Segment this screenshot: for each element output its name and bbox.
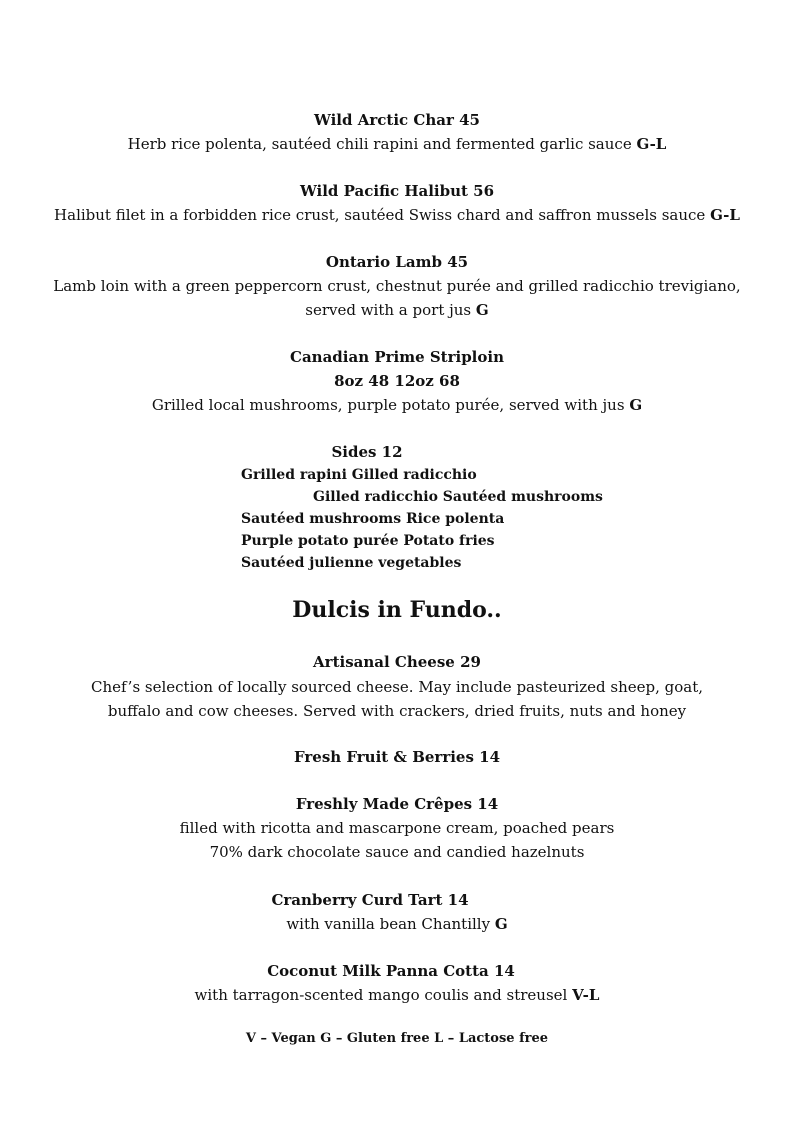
dessert-title-crepes: Freshly Made Crêpes 14: [295, 795, 499, 813]
dessert-desc-tart: [0, 914, 794, 934]
diet-code: G-L: [636, 135, 667, 153]
diet-code: G: [629, 396, 643, 414]
dish-desc-arctic-char: [0, 134, 794, 154]
dish-title-halibut: Wild Pacific Halibut 56: [299, 182, 495, 200]
dish-desc-text: served with a port jus: [305, 301, 472, 319]
dish-desc-text: Herb rice polenta, sautéed chili rapini and fermented garlic sauce: [127, 135, 632, 153]
dessert-desc-cheese-line2: buffalo and cow cheeses. Served with crackers, dried fruits, nuts and honey: [107, 702, 687, 720]
dessert-heading: Dulcis in Fundo..: [292, 597, 502, 623]
dessert-desc-panna-cotta: [0, 985, 794, 1005]
dish-subtitle-striploin: 8oz 48 12oz 68: [334, 372, 460, 390]
side-item: Sautéed julienne vegetables: [241, 555, 462, 571]
side-item: Sautéed mushrooms Rice polenta: [241, 511, 505, 527]
dessert-desc-crepes-line1: filled with ricotta and mascarpone cream, poached pears: [179, 819, 615, 837]
dessert-title-cheese: Artisanal Cheese 29: [313, 653, 481, 671]
side-item: Gilled radicchio Sautéed mushrooms: [313, 489, 603, 505]
dessert-desc-text: with tarragon-scented mango coulis and streusel: [194, 986, 568, 1004]
dish-desc-text: Grilled local mushrooms, purple potato purée, served with jus: [151, 396, 625, 414]
dessert-title-fruit: Fresh Fruit & Berries 14: [293, 748, 501, 766]
diet-code: V-L: [572, 986, 600, 1004]
side-item: Grilled rapini Gilled radicchio: [241, 467, 477, 483]
dietary-legend: V – Vegan G – Gluten free L – Lactose free: [245, 1031, 549, 1046]
dish-desc-text: Halibut filet in a forbidden rice crust, sautéed Swiss chard and saffron mussels sauce: [54, 206, 706, 224]
dessert-title-panna-cotta: Coconut Milk Panna Cotta 14: [267, 962, 515, 980]
dish-desc-lamb-line2: [0, 300, 794, 320]
dessert-desc-crepes-line2: 70% dark chocolate sauce and candied hazelnuts: [209, 843, 585, 861]
side-item: Purple potato purée Potato fries: [241, 533, 495, 549]
dessert-desc-text: with vanilla bean Chantilly: [286, 915, 491, 933]
diet-code: G-L: [710, 206, 740, 224]
diet-code: G: [494, 915, 508, 933]
diet-code: G: [475, 301, 489, 319]
dish-title-arctic-char: Wild Arctic Char 45: [314, 111, 480, 129]
dish-desc-lamb-line1: Lamb loin with a green peppercorn crust, chestnut purée and grilled radicchio trevigiano,: [53, 277, 741, 295]
sides-title: Sides 12: [331, 443, 403, 461]
dessert-desc-cheese-line1: Chef’s selection of locally sourced cheese. May include pasteurized sheep, goat,: [91, 678, 703, 696]
dish-title-lamb: Ontario Lamb 45: [325, 253, 469, 271]
dish-desc-halibut: [0, 205, 794, 225]
dessert-title-tart: Cranberry Curd Tart 14: [271, 891, 469, 909]
dish-title-striploin: Canadian Prime Striploin: [290, 348, 504, 366]
dish-desc-striploin: [0, 395, 794, 415]
